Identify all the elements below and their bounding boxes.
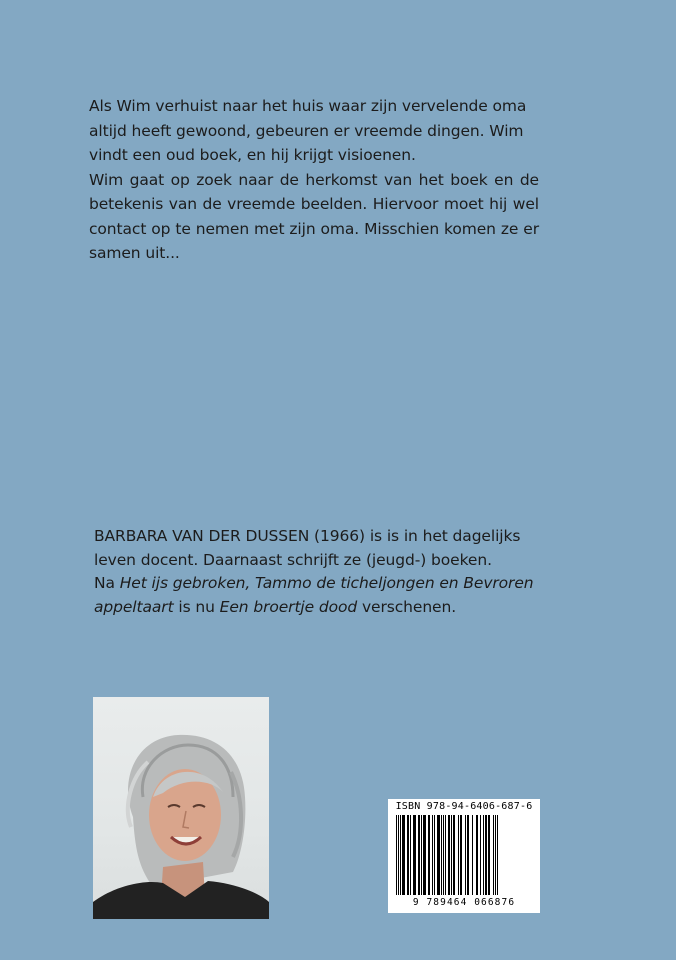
bio-na: Na xyxy=(94,574,120,592)
barcode-bar xyxy=(480,815,481,895)
synopsis-paragraph-1: Als Wim verhuist naar het huis waar zijn vervelende oma altijd heeft gewoond, gebeuren er vreemde dingen. Wim vindt een oud boek, en hij krijgt visioenen. xyxy=(89,97,527,164)
barcode-bar xyxy=(453,815,455,895)
barcode-bar xyxy=(400,815,401,895)
barcode-bar xyxy=(407,815,409,895)
barcode-bar xyxy=(493,815,494,895)
bio-is-nu: is nu xyxy=(173,597,220,616)
barcode-bar xyxy=(458,815,459,895)
barcode-bar xyxy=(441,815,442,895)
barcode-bar xyxy=(434,815,435,895)
previous-titles: Het ijs gebroken, Tammo de ticheljongen en Bevroren appeltaart xyxy=(94,574,534,616)
barcode-bar xyxy=(476,815,478,895)
synopsis-paragraph-2: Wim gaat op zoek naar de herkomst van het boek en de betekenis van de vreemde beelden. Hiervoor moet hij wel contact op te nemen met zijn oma. Misschien komen ze er samen uit... xyxy=(89,170,539,262)
barcode-digits: 9 789464 066876 xyxy=(412,897,516,908)
bio-verschenen: verschenen. xyxy=(357,597,457,616)
new-title: Een broertje dood xyxy=(219,597,358,616)
author-bio xyxy=(94,525,544,619)
barcode-bar xyxy=(467,815,469,895)
barcode-bar xyxy=(472,815,473,895)
barcode-bar xyxy=(418,815,420,895)
isbn-barcode xyxy=(388,799,540,913)
barcode-bar xyxy=(483,815,484,895)
barcode-bar xyxy=(465,815,466,895)
author-photo xyxy=(93,697,269,919)
author-bio-books xyxy=(94,572,544,619)
barcode-bar xyxy=(432,815,433,895)
barcode-bar xyxy=(451,815,452,895)
barcode-bar xyxy=(421,815,422,895)
barcode-bar xyxy=(437,815,440,895)
barcode-bar xyxy=(398,815,399,895)
barcode-bar xyxy=(413,815,416,895)
barcode-bar xyxy=(410,815,411,895)
barcode-bar xyxy=(402,815,405,895)
barcode-bar xyxy=(448,815,450,895)
barcode-bar xyxy=(488,815,490,895)
barcode-bar xyxy=(396,815,397,895)
barcode-bar xyxy=(443,815,444,895)
barcode-bar xyxy=(428,815,430,895)
author-bio-intro: BARBARA VAN DER DUSSEN (1966) is is in het dagelijks leven docent. Daarnaast schrijft ze (jeugd-) boeken. xyxy=(94,527,521,569)
barcode-bar xyxy=(423,815,426,895)
author-portrait-image xyxy=(93,697,269,919)
barcode-bar xyxy=(460,815,462,895)
isbn-label: ISBN 978-94-6406-687-6 xyxy=(395,801,533,812)
synopsis xyxy=(89,94,539,266)
barcode-bar xyxy=(445,815,446,895)
barcode-bar xyxy=(497,815,498,895)
barcode-bar xyxy=(485,815,487,895)
barcode-bar xyxy=(495,815,496,895)
barcode-bars xyxy=(394,815,534,897)
